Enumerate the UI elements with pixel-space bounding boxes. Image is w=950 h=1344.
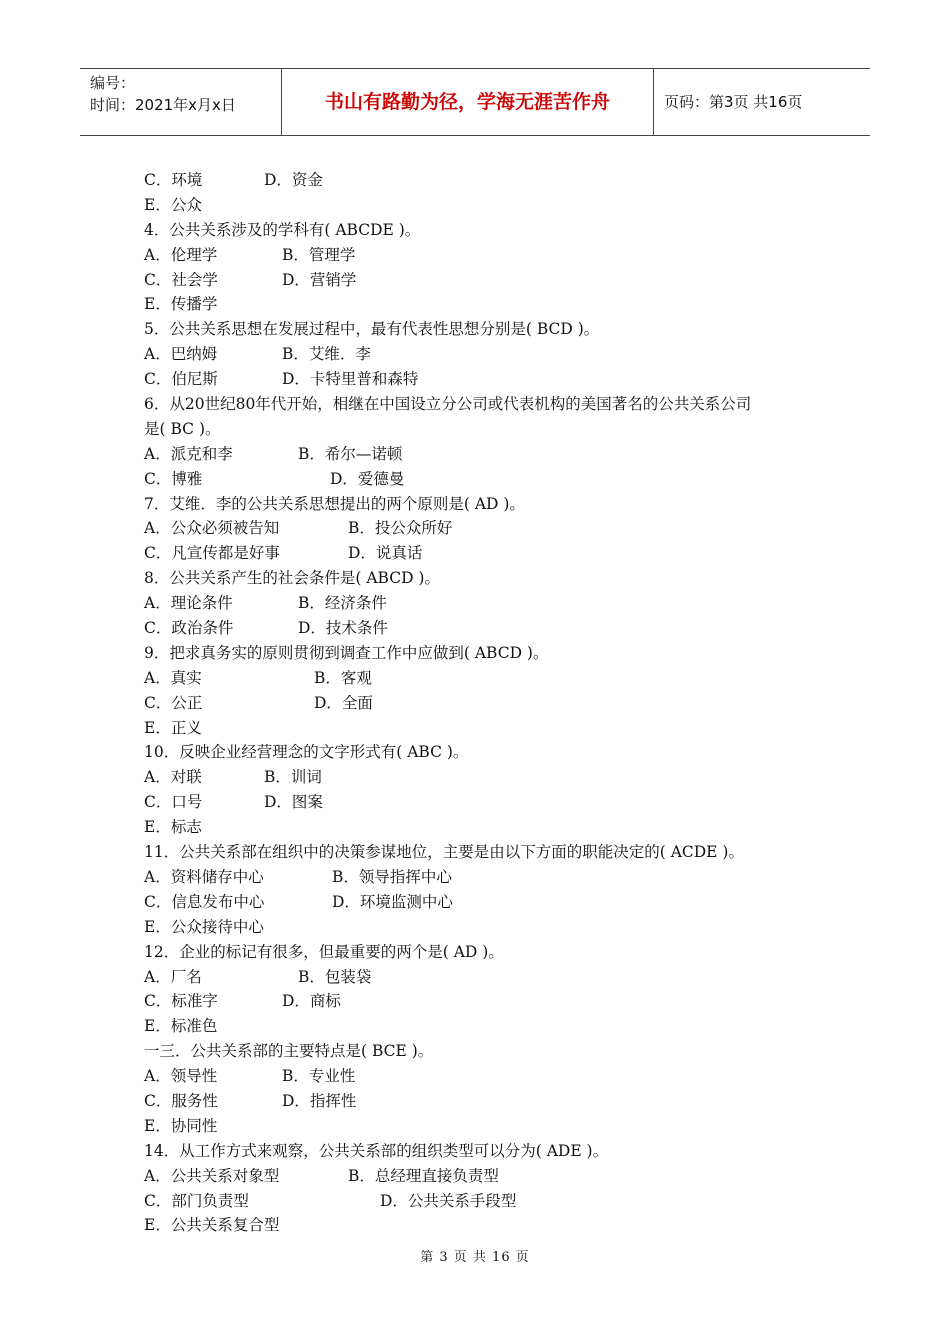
header-meta [80,69,281,135]
text-line [144,865,824,890]
text-line [144,1164,824,1189]
line-text: 12．企业的标记有很多，但最重要的两个是( AD )。 [144,942,504,961]
line-text: E．公众接待中心 [144,917,264,936]
line-text: C．博雅 [144,469,203,488]
text-line [144,1213,824,1238]
text-line [144,940,824,965]
line-option-right: D．环境监测中心 [332,892,453,911]
text-line [144,616,824,641]
text-line [144,840,824,865]
text-line [144,740,824,765]
line-text: A．理论条件 [144,594,233,613]
line-option-right: D．全面 [314,693,373,712]
line-option-right: B．包装袋 [298,967,372,986]
text-line [144,566,824,591]
line-option-right: D．说真话 [348,544,423,563]
line-text: 9．把求真务实的原则贯彻到调查工作中应做到( ABCD )。 [144,643,549,662]
line-text: E．正义 [144,718,202,737]
question-content [144,168,824,1238]
line-option-right: B．总经理直接负责型 [348,1166,499,1185]
line-text: C．口号 [144,793,203,812]
doc-date-label: 时间：2021年x月x日 [90,96,236,114]
line-text: 8．公共关系产生的社会条件是( ABCD )。 [144,569,440,588]
line-text: A．对联 [144,768,202,787]
line-option-right: B．经济条件 [298,594,387,613]
line-option-right: B．艾维．李 [282,345,371,364]
line-text: C．标准字 [144,992,218,1011]
line-text: C．服务性 [144,1091,218,1110]
text-line [144,492,824,517]
text-line [144,193,824,218]
text-line [144,666,824,691]
line-option-right: D．爱德曼 [330,469,405,488]
line-option-right: D．公共关系手段型 [380,1191,517,1210]
line-option-right: D．商标 [282,992,341,1011]
line-text: E．协同性 [144,1116,218,1135]
text-line [144,1114,824,1139]
line-text: E．标志 [144,818,202,837]
line-text: A．派克和李 [144,444,233,463]
text-line [144,765,824,790]
page-footer: 第 3 页 共 16 页 [420,1250,530,1265]
text-line [144,1139,824,1164]
text-line [144,268,824,293]
text-line [144,467,824,492]
text-line [144,915,824,940]
text-line [144,815,824,840]
line-text: A．伦理学 [144,245,218,264]
line-text: A．公共关系对象型 [144,1166,280,1185]
line-text: 5．公共关系思想在发展过程中，最有代表性思想分别是( BCD )。 [144,320,600,339]
line-option-right: B．领导指挥中心 [332,867,452,886]
text-line [144,1189,824,1214]
text-line [144,790,824,815]
text-line [144,965,824,990]
line-option-right: D．资金 [264,171,323,189]
line-text: 14．从工作方式来观察，公共关系部的组织类型可以分为( ADE )。 [144,1141,609,1160]
text-line [144,218,824,243]
line-text: 10．反映企业经营理念的文字形式有( ABC )。 [144,743,469,762]
line-option-right: D．指挥性 [282,1091,357,1110]
line-text: C．信息发布中心 [144,892,265,911]
text-line [144,367,824,392]
line-text: C．凡宣传都是好事 [144,544,280,563]
line-option-right: B．投公众所好 [348,519,453,538]
line-text: A．公众必须被告知 [144,519,280,538]
line-text: A．领导性 [144,1067,218,1086]
header-page-info: 页码：第3页 共16页 [664,93,803,111]
text-line [144,1064,824,1089]
line-option-right: D．营销学 [282,270,357,289]
text-line [144,442,824,467]
line-text: A．厂名 [144,967,202,986]
text-line [144,989,824,1014]
line-text: C．社会学 [144,270,218,289]
text-line [144,342,824,367]
text-line [144,1089,824,1114]
text-line [144,1014,824,1039]
line-text: E．传播学 [144,295,218,314]
line-text: 11．公共关系部在组织中的决策参谋地位，主要是由以下方面的职能决定的( ACDE )。 [144,843,744,862]
line-text: 4．公共关系涉及的学科有( ABCDE )。 [144,220,421,239]
line-text: C．公正 [144,693,203,712]
line-text: A．巴纳姆 [144,345,218,364]
line-text: A．资料储存中心 [144,867,264,886]
line-text: C．伯尼斯 [144,370,218,389]
line-option-right: D．卡特里普和森特 [282,370,419,389]
page-header [80,68,870,136]
line-text: 一三．公共关系部的主要特点是( BCE )。 [144,1042,434,1061]
line-text: C．环境 [144,171,203,189]
line-text: 6．从20世纪80年代开始，相继在中国设立分公司或代表机构的美国著名的公共关系公司 [144,395,752,414]
text-line [144,890,824,915]
line-option-right: B．客观 [314,668,372,687]
line-option-right: B．训词 [264,768,322,787]
line-option-right: B．管理学 [282,245,356,264]
line-option-right: D．图案 [264,793,323,812]
line-text: C．政治条件 [144,619,234,638]
doc-number-label: 编号： [90,74,136,92]
line-option-right: D．技术条件 [298,619,388,638]
text-line [144,641,824,666]
text-line [144,392,824,417]
text-line [144,168,824,193]
header-motto: 书山有路勤为径，学海无涯苦作舟 [281,69,654,135]
line-text: 是( BC )。 [144,419,221,438]
text-line [144,1039,824,1064]
text-line [144,243,824,268]
line-text: E．公共关系复合型 [144,1216,280,1235]
line-text: E．公众 [144,195,202,214]
text-line [144,716,824,741]
text-line [144,317,824,342]
line-text: 7．艾维．李的公共关系思想提出的两个原则是( AD )。 [144,494,525,513]
line-text: A．真实 [144,668,202,687]
line-text: E．标准色 [144,1017,218,1036]
text-line [144,417,824,442]
text-line [144,516,824,541]
text-line [144,292,824,317]
line-option-right: B．专业性 [282,1067,356,1086]
line-text: C．部门负责型 [144,1191,249,1210]
text-line [144,591,824,616]
line-option-right: B．希尔—诺顿 [298,444,403,463]
text-line [144,691,824,716]
text-line [144,541,824,566]
